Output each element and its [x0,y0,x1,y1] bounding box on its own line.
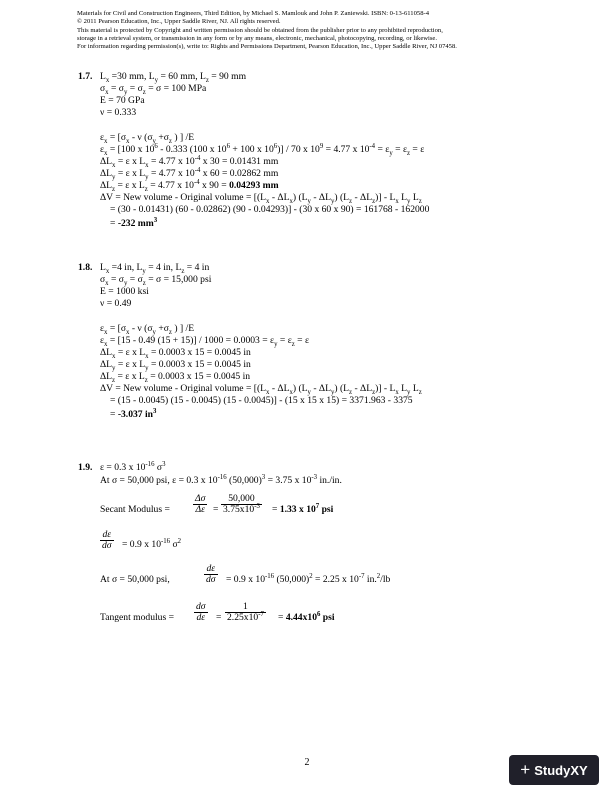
fraction-secant [221,494,262,515]
fraction-delta [193,494,207,515]
volume-result: = -3.037 $in^3$ [110,407,157,420]
given-modulus: E = 1000 ksi [100,286,149,297]
problem-number: 1.7. [78,71,93,82]
page-number: 2 [304,757,310,768]
fraction-numerator: 1 [225,602,266,613]
given-stress: $\sigma_x = \sigma_y = \sigma_z = \sigma = 15,000$ psi [100,274,212,287]
header-line: This material is protected by Copyright and written permission should be obtained from the publisher prior to any prohibited reproduction, [77,26,443,34]
given-stress: $\sigma_x = \sigma_y = \sigma_z = \sigma = 100$ MPa [100,83,207,96]
strain-at-stress: At σ = 50,000 psi, ε = 0.3 x $10^{-16}$ $(50,000)^3 = 3.75$ x $10^{-3}$ in./in. [100,473,342,486]
delta-ly: $\Delta L_y = \varepsilon$ x $L_y = 0.0003$ x 15 = 0.0045 in [100,359,251,372]
given-dimensions: $L_x =30$ mm, $L_y = 60$ mm, $L_z = 90$ mm [100,71,247,84]
at-stress-result: = 0.9 x $10^{-16}$ $(50,000)^2 = 2.25$ x $10^{-7}$ in.$^2$/lb [226,572,391,585]
secant-label: Secant Modulus = [100,504,170,515]
header-line: storage in a retrieval system, or transmission in any form or by any means, electronic, mechanical, photocopying, recording, or likewise. [77,34,437,42]
volume-result: = -232 $mm^3$ [110,216,158,229]
tangent-result: = $4.44x10^6$ psi [278,610,335,623]
strain-relation: ε = 0.3 x $10^{-16}$ $\sigma^3$ [100,460,166,473]
studyxy-logo [509,755,599,785]
fraction-numerator: dσ [196,601,206,612]
header-line: © 2011 Pearson Education, Inc., Upper Saddle River, NJ. All rights reserved. [77,18,281,26]
delta-ly: $\Delta L_y = \varepsilon$ x $L_y = 4.77$ x $10^{-4}$ x 60 = 0.02862 mm [100,166,279,181]
delta-lx: $\Delta L_x = \varepsilon$ x $L_x = 0.0003$ x 15 = 0.0045 in [100,347,251,360]
strain-calc: $\varepsilon_x = [100$ x $10^6 - 0.333$ (100 x $10^6 + 100$ x $10^6)] / 70$ x $10^9 = 4.77$ x $10^{-4} = \varepsilon_y = \varepsilon_z = \varepsilon$ [100,142,425,157]
problem-number: 1.9. [78,462,93,473]
derivative-result: = 0.9 x $10^{-16}$ $\sigma^2$ [122,537,182,550]
problem-number: 1.8. [78,262,93,273]
fraction-tangent [194,602,208,623]
fraction-numerator: dε [100,530,114,541]
delta-lz: $\Delta L_z = \varepsilon$ x $L_z = 4.77$ x $10^{-4}$ x 90 = 0.04293 mm [100,178,279,193]
volume-calc: = (15 - 0.0045) (15 - 0.0045) (15 - 0.0045)] - (15 x 15 x 15) = 3371.963 - 3375 [110,395,413,406]
given-modulus: E = 70 GPa [100,95,145,106]
secant-result: = 1.33 x $10^7$ psi [272,502,334,515]
fraction-denominator: $3.75x10^{-3}$ [223,502,260,515]
fraction-derivative [204,564,218,585]
volume-change: ΔV = New volume - Original volume = [$(L_x - \Delta L_x)$ $(L_y - \Delta L_y)$ $(L_z - \Delta L_z)] - L_x$ $L_y$ $L_z$ [100,192,422,205]
delta-lz: $\Delta L_z = \varepsilon$ x $L_z = 0.0003$ x 15 = 0.0045 in [100,371,251,384]
header-line: For information regarding permission(s), write to: Rights and Permissions Department, Pearson Education, Inc., Upper Saddle River, NJ 07458. [77,43,457,51]
given-poisson: ν = 0.49 [100,298,132,309]
fraction-numerator: dε [204,564,218,575]
fraction-denominator: Δε [195,504,205,515]
fraction-denominator: dσ [206,574,216,585]
logo-text: StudyXY [534,762,588,778]
fraction-denominator: dσ [102,540,112,551]
given-poisson: ν = 0.333 [100,107,137,118]
fraction-denominator: $2.25x10^{-7}$ [227,610,264,623]
volume-change: ΔV = New volume - Original volume = [$(L_x - \Delta L_x)$ $(L_y - \Delta L_y)$ $(L_z - \Delta L_z)] - L_x$ $L_y$ $L_z$ [100,383,422,396]
equals-sign: = [216,612,222,623]
strain-formula: $\varepsilon_x = [\sigma_x - \nu$ ($\sigma_y +\sigma_z$ ) ] /E [100,132,195,145]
fraction-inverse [225,602,266,623]
fraction-derivative [100,530,114,551]
fraction-denominator: dε [196,612,206,623]
given-dimensions: $L_x =4$ in, $L_y = 4$ in, $L_z = 4$ in [100,262,210,275]
plus-icon: + [520,760,531,779]
equals-sign: = [213,504,219,515]
copyright-header [77,10,547,51]
tangent-label: Tangent modulus = [100,612,175,623]
fraction-numerator: 50,000 [221,494,262,505]
fraction-numerator: Δσ [195,493,206,504]
strain-calc: $\varepsilon_x = [15 - 0.49$ $(15 + 15)] / 1000 = 0.0003 = \varepsilon_y = \varepsilon_z = \varepsilon$ [100,335,310,348]
delta-lx: $\Delta L_x = \varepsilon$ x $L_x = 4.77$ x $10^{-4}$ x 30 = 0.01431 mm [100,154,279,169]
strain-formula: $\varepsilon_x = [\sigma_x - \nu$ ($\sigma_y +\sigma_z$ ) ] /E [100,323,195,336]
volume-calc: = (30 - 0.01431) (60 - 0.02862) (90 - 0.04293)] - (30 x 60 x 90) = 161768 - 162000 [110,204,430,215]
header-line: Materials for Civil and Construction Engineers, Third Edition, by Michael S. Mamlouk and John P. Zaniewski. ISBN: 0-13-611058-4 [77,10,429,17]
at-stress-label: At σ = 50,000 psi, [100,574,170,585]
